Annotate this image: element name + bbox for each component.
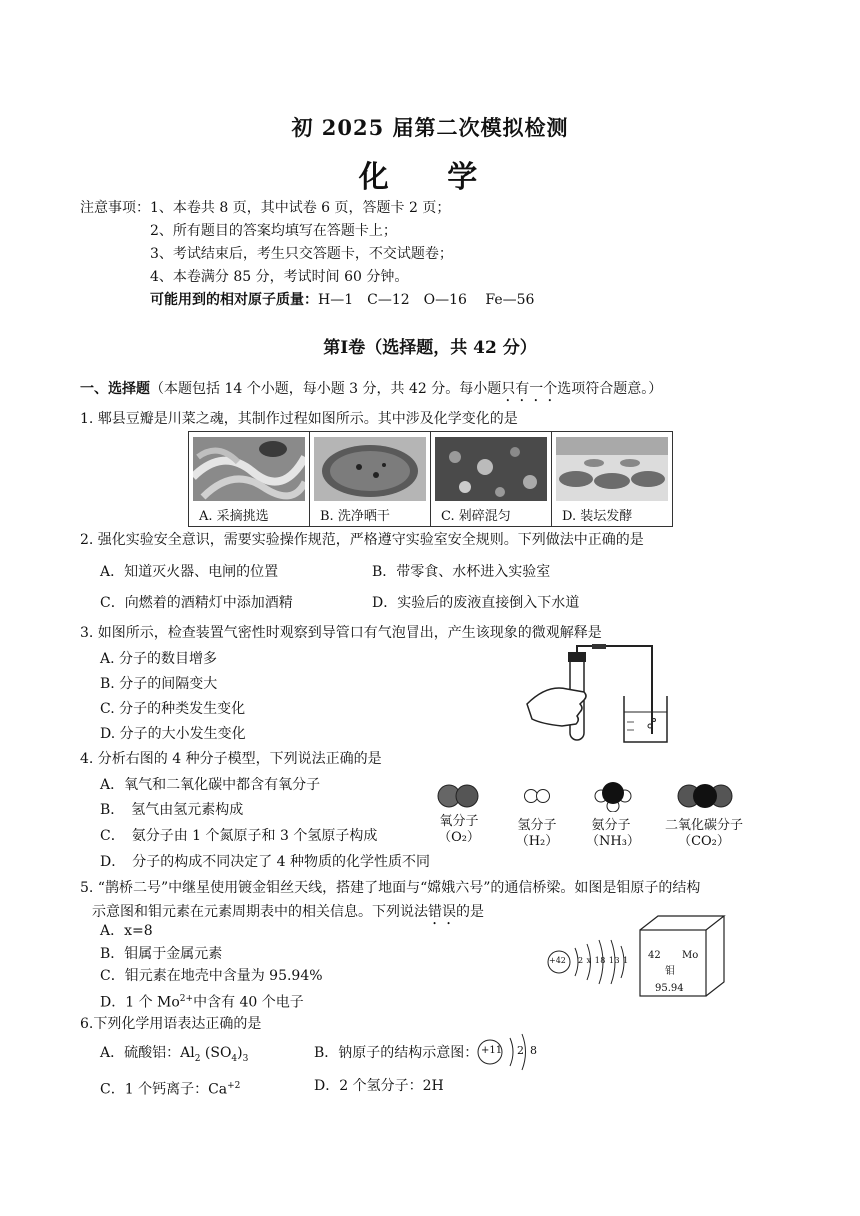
model-label-nh3 — [586, 818, 640, 850]
q3-stem: 3. 如图所示，检查装置气密性时观察到导管口有气泡冒出，产生该现象的微观解释是 — [80, 625, 602, 641]
q6-c-pre: C．1 个钙离子：Ca — [100, 1081, 228, 1098]
note-item-2: 2、所有题目的答案均填写在答题卡上； — [150, 223, 397, 239]
q1-cell-b — [310, 432, 431, 527]
q6-option-b: B．钠原子的结构示意图： — [314, 1045, 479, 1061]
atomic-mass-line — [150, 291, 534, 309]
q6-option-d: D．2 个氢分子：2H — [314, 1078, 444, 1094]
q1-option-b: B. 洗净晒干 — [320, 509, 390, 524]
q5-option-a: A．x=8 — [100, 923, 153, 939]
notes-label: 注意事项： — [80, 200, 150, 216]
q2-option-b: B．带零食、水杯进入实验室 — [372, 564, 551, 580]
q3-option-c: C. 分子的种类发生变化 — [100, 701, 246, 717]
mo-name: 钼 — [665, 966, 675, 977]
q1-photo-d — [556, 437, 668, 501]
q1-stem: 1. 郫县豆瓣是川菜之魂，其制作过程如图所示。其中涉及化学变化的是 — [80, 411, 518, 427]
model-h2-formula: （H₂） — [515, 834, 559, 849]
q5-stem2b: 的是 — [456, 904, 484, 920]
q6-a-pre: A．硫酸铝：Al — [100, 1045, 195, 1061]
q1-cell-c — [431, 432, 552, 527]
q6-a-mid2: ) — [237, 1045, 243, 1061]
q5-stem2a: 示意图和钼元素在元素周期表中的相关信息。下列说法 — [92, 904, 428, 920]
q6-option-a — [100, 1044, 248, 1068]
model-label-o2 — [437, 814, 481, 846]
q6-option-c — [100, 1077, 240, 1099]
mo-mass: 95.94 — [655, 983, 684, 994]
q5-option-d — [100, 990, 304, 1012]
q5-option-c: C．钼元素在地壳中含量为 95.94% — [100, 968, 323, 984]
q6-a-mid: (SO — [200, 1045, 232, 1061]
q6-stem: 6.下列化学用语表达正确的是 — [80, 1016, 262, 1032]
q6-a-sub3: 3 — [242, 1053, 249, 1064]
na-shell-2: 8 — [530, 1044, 537, 1057]
q1-photo-b — [314, 437, 426, 501]
part1-desc-dot: 只有一个 — [501, 381, 558, 397]
q4-option-d: D． 分子的构成不同决定了 4 种物质的化学性质不同 — [100, 854, 431, 870]
model-nh3-formula: （NH₃） — [586, 834, 640, 849]
mo-number: 42 — [648, 950, 661, 961]
q3-option-d: D. 分子的大小发生变化 — [100, 726, 246, 742]
q6-a-sub2: 4 — [231, 1053, 238, 1064]
q4-stem: 4. 分析右图的 4 种分子模型，下列说法正确的是 — [80, 751, 382, 767]
part1-desc-a: （本题包括 14 个小题，每小题 3 分，共 42 分。每小题 — [150, 381, 502, 397]
model-o2-name: 氧分子 — [439, 814, 479, 829]
q4-option-a: A．氧气和二氧化碳中都含有氧分子 — [100, 777, 321, 793]
note-item-1: 1、本卷共 8 页，其中试卷 6 页，答题卡 2 页； — [150, 200, 451, 216]
q5-d-sup: 2+ — [179, 994, 194, 1004]
model-co2-name: 二氧化碳分子 — [664, 818, 743, 833]
q1-cell-a — [189, 432, 310, 527]
q2-option-d: D．实验后的废液直接倒入下水道 — [372, 595, 580, 611]
q1-photo-a — [193, 437, 305, 501]
atomic-mass-label: 可能用到的相对原子质量： — [150, 292, 318, 308]
mo-symbol: Mo — [682, 950, 699, 961]
q4-molecule-models — [430, 776, 760, 812]
q6-c-sup: +2 — [227, 1081, 241, 1091]
q2-option-c: C．向燃着的酒精灯中添加酒精 — [100, 595, 293, 611]
part1-label: 一、选择题 — [80, 381, 150, 397]
note-item-4: 4、本卷满分 85 分，考试时间 60 分钟。 — [150, 269, 409, 285]
model-nh3-name: 氨分子 — [591, 818, 631, 833]
q1-option-c: C. 剁碎混匀 — [441, 509, 511, 524]
part1-desc-b: 选项符合题意。） — [557, 381, 663, 397]
part1-heading — [80, 380, 662, 405]
q5-d-pre: D．1 个 Mo — [100, 994, 180, 1011]
q1-image-table — [188, 431, 673, 527]
model-label-co2 — [656, 818, 752, 850]
q5-stem-line1: 5. “鹊桥二号”中继星使用镀金钼丝天线，搭建了地面与“嫦娥六号”的通信桥梁。如图是钼原子的结构 — [80, 880, 701, 896]
note-item-3: 3、考试结束后，考生只交答题卡，不交试题卷； — [150, 246, 453, 262]
q4-option-b: B． 氢气由氢元素构成 — [100, 802, 244, 818]
q4-option-c: C． 氨分子由 1 个氮原子和 3 个氢原子构成 — [100, 828, 378, 844]
na-nucleus: +11 — [481, 1045, 503, 1056]
q1-option-d: D. 装坛发酵 — [562, 509, 633, 524]
mo-shells: 2 x 18 13 1 — [578, 956, 629, 965]
subject-title: 化 学 — [358, 160, 502, 195]
q2-option-a: A．知道灭火器、电闸的位置 — [100, 564, 279, 580]
q5-stem-dot: 错误 — [428, 904, 456, 920]
q3-option-a: A. 分子的数目增多 — [100, 651, 218, 667]
model-label-h2 — [515, 818, 559, 850]
q6-a-sub1: 2 — [194, 1053, 201, 1064]
q1-photo-c — [435, 437, 547, 501]
atomic-mass-values: H—1 C—12 O—16 Fe—56 — [318, 292, 535, 308]
na-shell-1: 2 — [517, 1044, 524, 1057]
model-co2-formula: （CO₂） — [678, 834, 730, 849]
q1-cell-d — [552, 432, 673, 527]
exam-title: 初 2025 届第二次模拟检测 — [291, 115, 569, 140]
q2-stem: 2. 强化实验安全意识，需要实验操作规范，严格遵守实验室安全规则。下列做法中正确的是 — [80, 532, 644, 548]
q3-airtightness-apparatus — [522, 644, 672, 744]
mo-nucleus: +42 — [549, 956, 566, 965]
q5-d-post: 中含有 40 个电子 — [193, 994, 304, 1011]
model-h2-name: 氢分子 — [517, 818, 557, 833]
q3-option-b: B. 分子的间隔变大 — [100, 676, 218, 692]
q1-option-a: A. 采摘挑选 — [199, 509, 269, 524]
q5-option-b: B．钼属于金属元素 — [100, 946, 223, 962]
section-title: 第Ⅰ卷（选择题，共 42 分） — [323, 338, 537, 358]
model-o2-formula: （O₂） — [438, 830, 480, 845]
